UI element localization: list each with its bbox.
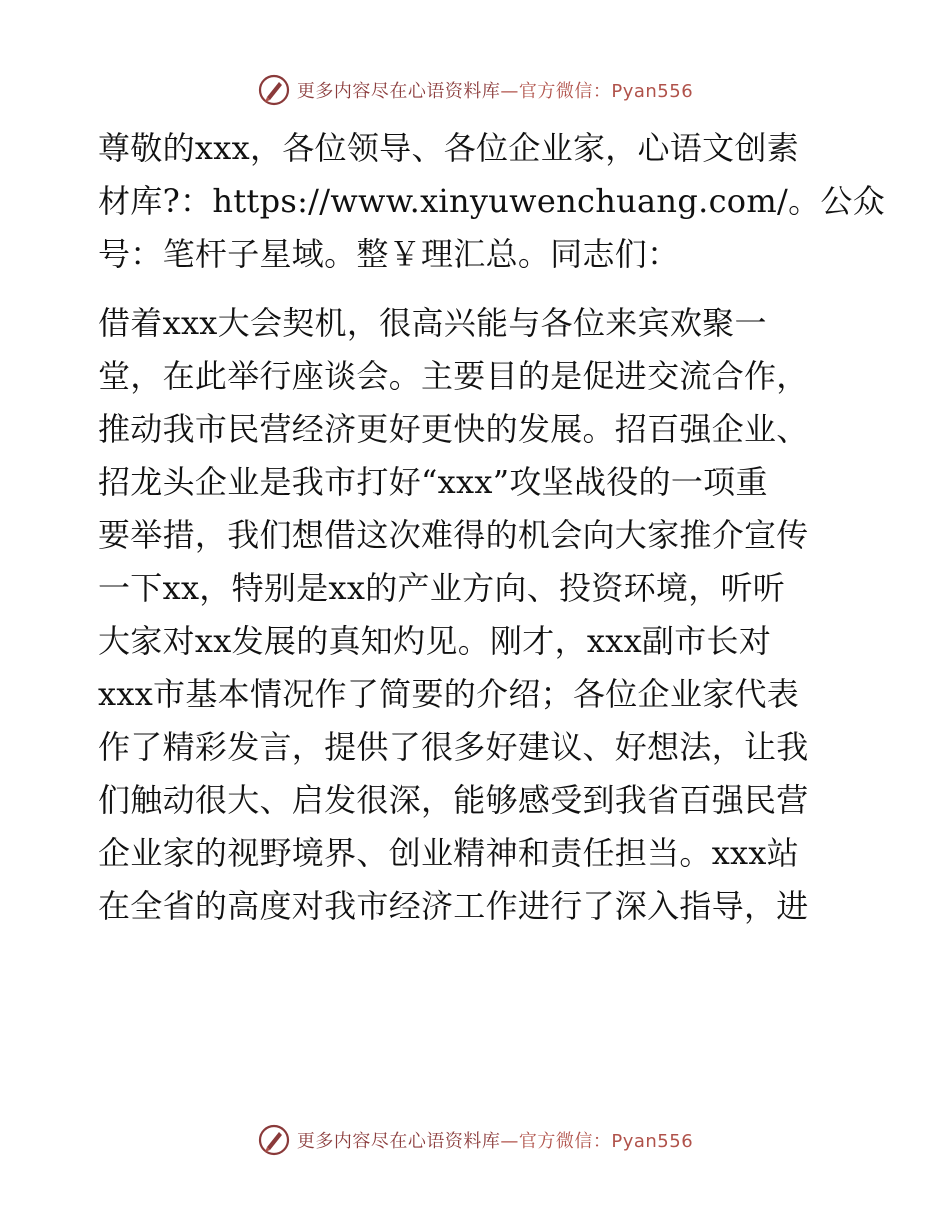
- text-line: 大家对xx发展的真知灼见。刚才，xxx副市长对: [98, 622, 772, 660]
- text-line: 招龙头企业是我市打好“xxx”攻坚战役的一项重: [98, 463, 768, 501]
- text-line: 尊敬的xxx，各位领导、各位企业家，心语文创素: [98, 129, 800, 167]
- text-line: 企业家的视野境界、创业精神和责任担当。xxx站: [98, 834, 800, 872]
- watermark-text: [297, 77, 693, 103]
- watermark-text: [297, 1127, 693, 1153]
- paragraph-greeting: [98, 122, 885, 281]
- watermark-site-name: 更多内容尽在心语资料库: [296, 1131, 501, 1152]
- watermark-contact: 官方微信：Pyan556: [518, 1131, 694, 1152]
- watermark-site-name: 更多内容尽在心语资料库: [296, 81, 501, 102]
- text-line: 作了精彩发言，提供了很多好建议、好想法，让我: [98, 728, 809, 766]
- text-line: 材库?：https://www.xinyuwenchuang.com/。公众: [98, 182, 885, 220]
- paragraph-body: [98, 297, 858, 933]
- document-body: [98, 122, 885, 933]
- watermark-separator: —: [500, 1131, 519, 1152]
- pen-logo-icon: [257, 73, 291, 107]
- text-line: 在全省的高度对我市经济工作进行了深入指导，进: [98, 887, 809, 925]
- text-line: 推动我市民营经济更好更快的发展。招百强企业、: [98, 410, 809, 448]
- text-line: 堂，在此举行座谈会。主要目的是促进交流合作，: [98, 357, 809, 395]
- text-line: 一下xx，特别是xx的产业方向、投资环境，听听: [98, 569, 786, 607]
- text-line: 号：笔杆子星域。整￥理汇总。同志们：: [98, 235, 680, 273]
- watermark-separator: —: [500, 81, 519, 102]
- text-line: 要举措，我们想借这次难得的机会向大家推介宣传: [98, 516, 809, 554]
- footer-watermark-banner: [0, 1120, 950, 1160]
- watermark-contact: 官方微信：Pyan556: [518, 81, 694, 102]
- text-line: 们触动很大、启发很深，能够感受到我省百强民营: [98, 781, 809, 819]
- header-watermark-banner: [0, 70, 950, 110]
- text-line: xxx市基本情况作了简要的介绍；各位企业家代表: [98, 675, 800, 713]
- pen-logo-icon: [257, 1123, 291, 1157]
- text-line: 借着xxx大会契机，很高兴能与各位来宾欢聚一: [98, 304, 767, 342]
